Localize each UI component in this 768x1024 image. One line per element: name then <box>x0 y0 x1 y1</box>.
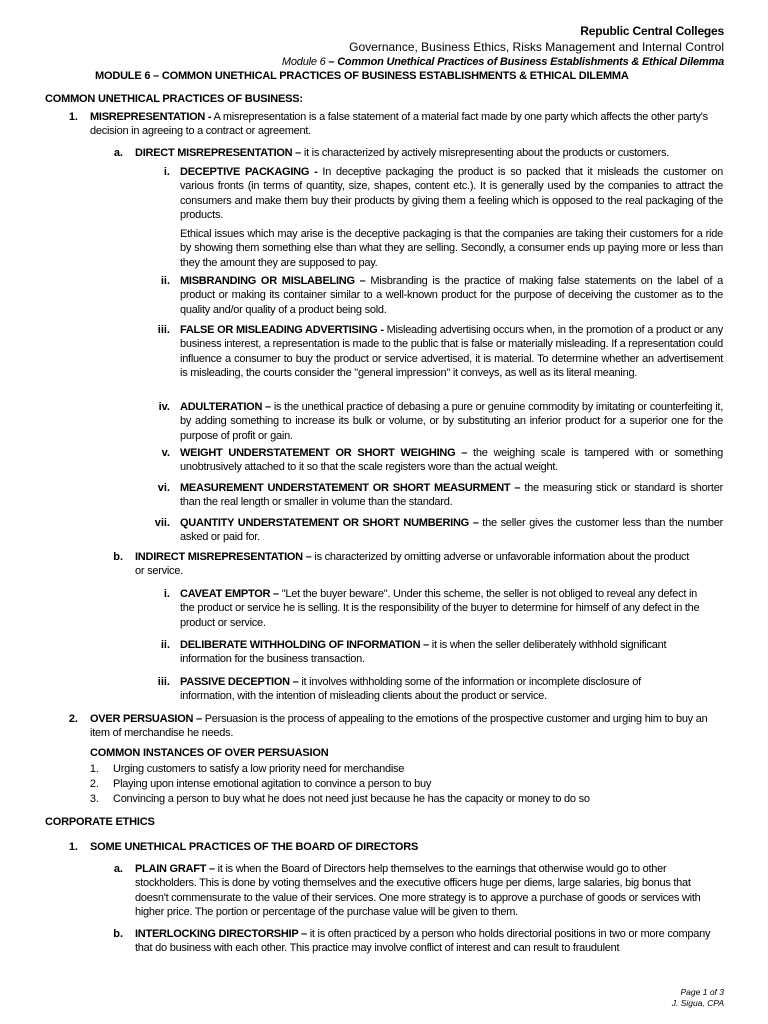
board-practices-heading: SOME UNETHICAL PRACTICES OF THE BOARD OF DIRECTORS <box>90 841 419 853</box>
roman-number: iv. <box>158 401 170 413</box>
entry-false-advertising <box>180 323 723 381</box>
entry-text: Ethical issues which may arise is the deceptive packaging is that the companies are taking their customers for a ride by showing them something else than what they are selling. Secondly, a consumer ends up paying more or less than they the amount they are supposed to pay. <box>180 228 723 269</box>
roman-number: ii. <box>160 275 170 287</box>
entry-title: PASSIVE DECEPTION – <box>180 676 299 688</box>
entry-text: it is often practiced by a person who holds directorial positions in two or more company that do business with each other. This practice may involve conflict of interest and can result to fraudulent <box>135 928 711 955</box>
module-prefix: Module 6 <box>281 56 326 68</box>
entry-deceptive-packaging <box>180 165 723 223</box>
entry-title: DECEPTIVE PACKAGING - <box>180 166 318 178</box>
entry-title: QUANTITY UNDERSTATEMENT OR SHORT NUMBERING – <box>180 517 479 529</box>
subitem-letter: b. <box>113 551 123 563</box>
entry-title: WEIGHT UNDERSTATEMENT OR SHORT WEIGHING – <box>180 447 468 459</box>
subitem-indirect <box>135 550 700 579</box>
entry-text: the measuring stick or standard is shorter than the real length or smaller in volume than the standard. <box>180 482 723 509</box>
course-title: Governance, Business Ethics, Risks Management and Internal Control <box>349 40 724 54</box>
entry-title: DELIBERATE WITHHOLDING OF INFORMATION – <box>180 639 429 651</box>
subitem-title: INDIRECT MISREPRESENTATION – <box>135 551 312 563</box>
item-title: MISREPRESENTATION - <box>90 111 212 123</box>
item-title: OVER PERSUASION – <box>90 713 202 725</box>
module-heading: MODULE 6 – COMMON UNETHICAL PRACTICES OF BUSINESS ESTABLISHMENTS & ETHICAL DILEMMA <box>95 70 629 82</box>
subitem-letter: a. <box>113 863 123 875</box>
item-text: A misrepresentation is a false statement of a material fact made by one party which affects the other party's decision in agreeing to a contract or agreement. <box>90 111 708 138</box>
entry-caveat-emptor <box>180 587 710 630</box>
entry-title: PLAIN GRAFT – <box>135 863 215 875</box>
list-number: 1. <box>89 763 99 775</box>
item-text: Persuasion is the process of appealing to the emotions of the prospective customer and urging him to buy an item of merchandise he needs. <box>90 713 708 740</box>
entry-short-numbering <box>180 516 723 545</box>
roman-number: vii. <box>154 517 170 529</box>
entry-adulteration <box>180 400 723 443</box>
entry-text: is the unethical practice of debasing a pure or genuine commodity by imitating or counterfeiting it, by adding something to increase its bulk or volume, or by substituting an inferior product for a superior one for the purpose of profit or gain. <box>180 401 723 442</box>
module-title: – Common Unethical Practices of Business Establishments & Ethical Dilemma <box>325 56 724 68</box>
item-over-persuasion <box>90 712 730 741</box>
entry-packaging-ethics <box>180 227 723 270</box>
module-subtitle <box>282 55 724 69</box>
item-number: 1. <box>68 841 78 853</box>
subitem-text: is characterized by omitting adverse or unfavorable information about the product or service. <box>135 551 690 578</box>
entry-title: MISBRANDING OR MISLABELING – <box>180 275 366 287</box>
entry-short-measurement <box>180 481 723 510</box>
entry-passive-deception <box>180 675 680 704</box>
subitem-letter: b. <box>113 928 123 940</box>
roman-number: ii. <box>160 639 170 651</box>
section-heading-business: COMMON UNETHICAL PRACTICES OF BUSINESS: <box>45 93 303 105</box>
over-persuasion-subheading: COMMON INSTANCES OF OVER PERSUASION <box>90 747 329 759</box>
subitem-letter: a. <box>113 147 123 159</box>
entry-text: the weighing scale is tampered with or something unobtrusively attached to it so that the scale registers wore than the actual weight. <box>180 447 723 474</box>
entry-text: it is when the seller deliberately withhold significant information for the business transaction. <box>180 639 667 666</box>
entry-title: FALSE OR MISLEADING ADVERTISING - <box>180 324 384 336</box>
entry-misbranding <box>180 274 723 317</box>
roman-number: iii. <box>157 676 170 688</box>
section-heading-corporate-ethics: CORPORATE ETHICS <box>45 816 155 828</box>
entry-text: In deceptive packaging the product is so packed that it misleads the customer on various fronts (in terms of quantity, size, shapes, content etc.). It is generally used by the companies to attract the consumers and make them buy their products by giving them a feeling which is opposed to the real packaging of the products. <box>180 166 723 222</box>
entry-text: Misleading advertising occurs when, in the promotion of a product or any business interest, a representation is made to the public that is false or materially misleading. If a representation could influence a consumer to buy the product or service advertised, it is material. To determine whether an advertisement is misleading, the courts consider the "general impression" it conveys, as well as its literal meaning. <box>180 324 723 380</box>
item-number: 1. <box>68 111 78 123</box>
item-number: 2. <box>68 713 78 725</box>
entry-title: CAVEAT EMPTOR – <box>180 588 279 600</box>
entry-plain-graft <box>135 862 725 920</box>
roman-number: v. <box>161 447 170 459</box>
entry-text: the seller gives the customer less than the number asked or paid for. <box>180 517 723 544</box>
school-name: Republic Central Colleges <box>580 24 724 38</box>
entry-text: Misbranding is the practice of making false statements on the label of a product or making its container similar to a well-known product for the purpose of deceiving the customer as to the quality and/or quality of a product being sold. <box>180 275 723 316</box>
entry-title: MEASUREMENT UNDERSTATEMENT OR SHORT MEASURMENT – <box>180 482 521 494</box>
roman-number: i. <box>163 166 170 178</box>
entry-text: it involves withholding some of the information or incomplete disclosure of information, with the intention of misleading clients about the product or service. <box>180 676 641 703</box>
page-number: Page 1 of 3 <box>680 987 724 997</box>
entry-withholding-information <box>180 638 700 667</box>
subitem-text: it is characterized by actively misrepresenting about the products or customers. <box>301 147 670 159</box>
list-number: 2. <box>89 778 99 790</box>
entry-text: it is when the Board of Directors help themselves to the earnings that otherwise would go to other stockholders. This is done by voting themselves and the executive officers huge per diems, large salaries, big bonus that doesn't commensurate to the value of their services. One more strategy is to approve a purchase of goods or services with higher price. The portion or percentage of the purchase value will be given to them. <box>135 863 701 919</box>
subitem-title: DIRECT MISREPRESENTATION – <box>135 147 302 159</box>
entry-title: ADULTERATION – <box>180 401 271 413</box>
list-item: Playing upon intense emotional agitation to convince a person to buy <box>113 778 432 790</box>
list-item: Convincing a person to buy what he does not need just because he has the capacity or money to do so <box>113 793 590 805</box>
entry-interlocking-directorship <box>135 927 725 956</box>
list-item: Urging customers to satisfy a low priority need for merchandise <box>113 763 405 775</box>
subitem-direct <box>135 146 730 160</box>
roman-number: i. <box>163 588 170 600</box>
list-number: 3. <box>89 793 99 805</box>
entry-text: "Let the buyer beware". Under this scheme, the seller is not obliged to reveal any defect in the product or service he is selling. It is the responsibility of the buyer to determine for himself of any defect in the product or service. <box>180 588 700 629</box>
roman-number: vi. <box>157 482 170 494</box>
item-misrepresentation <box>90 110 718 139</box>
entry-title: INTERLOCKING DIRECTORSHIP – <box>135 928 307 940</box>
roman-number: iii. <box>157 324 170 336</box>
entry-short-weighing <box>180 446 723 475</box>
author: J. Sigua, CPA <box>671 998 724 1008</box>
